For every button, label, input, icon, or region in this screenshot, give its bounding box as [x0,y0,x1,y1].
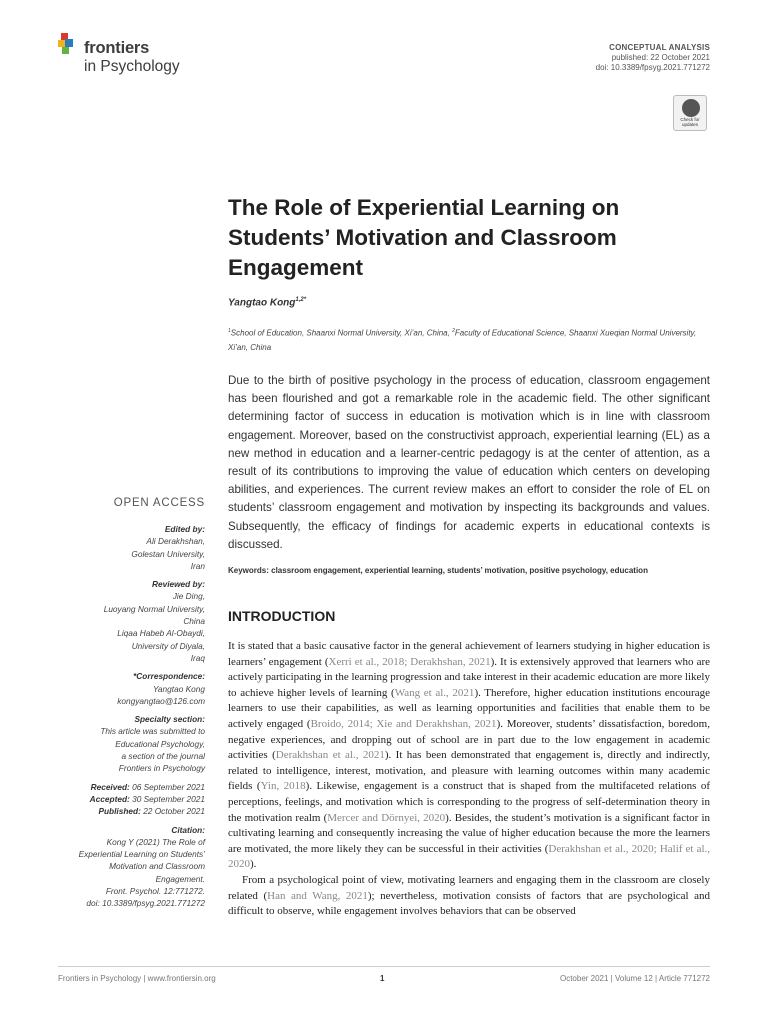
article-type: CONCEPTUAL ANALYSIS [609,43,710,52]
specialty-line: Educational Psychology, [115,738,205,749]
text-run: ). [250,858,257,871]
citation-link[interactable]: Wang et al., 2021 [394,686,475,699]
open-access-label: OPEN ACCESS [113,497,205,509]
text-run: From a psychological point of view, motivating learners and engaging them in the classroom are closely related ( [228,873,710,902]
citation-link[interactable]: Mercer and Dörnyei, 2020 [327,811,446,824]
received-value: 06 September 2021 [132,781,205,792]
reviewer-line: China [183,616,205,627]
published-label: Published: [98,806,141,817]
journal-name-line2: in Psychology [84,58,180,75]
author-superscript: 1,2* [295,297,307,303]
footer-divider [58,966,710,967]
affil-sup-2: 2 [452,328,455,334]
correspondence-name: Yangtao Kong [153,683,205,694]
citation-link[interactable]: Han and Wang, 2021 [267,889,368,902]
citation-line: doi: 10.3389/fpsyg.2021.771272 [86,898,205,909]
edited-by-label: Edited by: [164,524,205,534]
text-run: ); nevertheless, motivation consists of factors that are psychological and difficult to observe, while engagement involves behaviors that can be observed [228,889,710,918]
author-text: Yangtao Kong [228,297,296,309]
citation-link[interactable]: Broido, 2014; Xie and Derakhshan, 2021 [310,717,497,730]
article-meta [596,43,710,73]
specialty-line: a section of the journal [121,751,205,762]
accepted-date [35,793,205,805]
reviewer-line: Luoyang Normal University, [103,603,205,614]
citation-link[interactable]: Derakhshan et al., 2021 [275,749,385,762]
received-label: Received: [90,781,130,792]
reviewed-by-label: Reviewed by: [151,579,205,590]
specialty-line: This article was submitted to [100,726,205,737]
reviewer-line: Liqaa Habeb Al-Obaydi, [117,628,205,639]
check-for-updates-badge[interactable] [673,95,707,131]
text-run: It is stated that a basic causative factor in the general achievement of learners studying in higher education is learners’ engagement ( [228,640,710,668]
accepted-label: Accepted: [89,793,130,804]
journal-logo [58,33,208,83]
citation-line: Engagement. [155,873,205,884]
reviewer-line: Iraq [190,652,205,663]
author-name [228,297,306,308]
correspondence-label: *Correspondence: [133,671,205,682]
correspondence-email[interactable]: kongyangtao@126.com [117,695,205,706]
published-sidebar-date [35,805,205,817]
footer-journal-link[interactable]: Frontiers in Psychology | www.frontiersin.org [58,974,216,983]
citation-link[interactable]: Xerri et al., 2018; Derakhshan, 2021 [328,655,491,668]
specialty-line: Frontiers in Psychology [118,763,205,774]
citation-link[interactable]: Yin, 2018 [260,780,306,793]
reviewer-line: Jie Ding, [172,591,205,602]
body-text [228,639,710,920]
accepted-value: 30 September 2021 [132,793,205,804]
published-date: published: 22 October 2021 [611,53,710,62]
paragraph-1 [228,639,710,873]
affiliation-1: School of Education, Shaanxi Normal University, Xi’an, China, [230,328,450,338]
citation-line: Motivation and Classroom [109,861,205,872]
keywords: Keywords: classroom engagement, experiential learning, students’ motivation, positive psychology, education [228,566,648,575]
specialty-label: Specialty section: [134,714,205,725]
article-info-sidebar [35,523,205,910]
badge-label: Check for updates [680,117,700,127]
citation-line: Front. Psychol. 12:771272. [105,886,205,897]
check-updates-icon [682,99,700,117]
citation-line: Experiential Learning on Students’ [78,849,205,860]
received-date [35,781,205,793]
citation-line: Kong Y (2021) The Role of [106,836,205,847]
frontiers-logo-icon [58,33,80,59]
text-run: ). Therefore, higher education institutions encourage learners to use their capabilities, as well as learning opportunities and facilities that enable them to be actively engaged ( [228,686,710,730]
affil-sup-1: 1 [228,328,231,334]
text-run: ). Likewise, engagement is a construct that is shaped from the multifaceted relations of perceptions, feelings, and motivation which is corresponding to the progress of self-determination theory in the motivation realm ( [228,780,710,824]
page-number: 1 [380,974,385,983]
abstract: Due to the birth of positive psychology in the process of education, classroom engagement has been flourished and got a remarkable role in the academic field. The other significant determining factor of success in education is motivation which is in line with classroom engagement. Moreover, based on the constructivist approach, experiential learning (EL) as a new method in education and a learner-centric pedagogy is at the center of attention, as a result of its contributions to improving the value of education which centers on developing abilities, and experiences. The current review makes an effort to consider the role of EL on students’ classroom engagement and motivation by inspecting its backgrounds and values. Subsequently, the efficacy of findings for academic experts in educational contexts is discussed. [228,374,710,551]
footer-issue-info: October 2021 | Volume 12 | Article 771272 [559,974,710,983]
editor-country: Iran [190,560,205,571]
text-run: ). Besides, the student’s motivation is a significant factor in cultivating learning and consequently increasing the value of higher education because the more the learners are motivated, the more likely they can be successful in their activities ( [228,811,711,855]
editor-name: Ali Derakhshan, [146,536,205,547]
text-run: ). Moreover, students’ dissatisfaction, boredom, negative experiences, and dropping out of school are in part due to the low engagement in academic activities ( [228,717,710,762]
affiliation-2: Faculty of Educational Science, Shaanxi Xueqian Normal University, Xi’an, China [228,328,697,352]
citation-label: Citation: [171,824,205,835]
affiliations [228,324,698,355]
published-value: 22 October 2021 [143,806,205,817]
article-title: The Role of Experiential Learning on Students’ Motivation and Classroom Engagement [228,195,620,280]
text-run: ). It is extensively approved that learners who are actively participating in the learning progression and take interest in their academic education are more likely to achieve higher levels of learning ( [228,655,711,699]
reviewer-line: University of Diyala, [131,640,205,651]
section-heading: INTRODUCTION [228,608,336,624]
doi: doi: 10.3389/fpsyg.2021.771272 [595,63,710,72]
editor-affiliation: Golestan University, [131,548,205,559]
citation-link[interactable]: Derakhshan et al., 2020; Halif et al., 2020 [228,842,711,871]
journal-name-line1: frontiers [84,39,150,57]
paragraph-2 [228,873,710,920]
text-run: ). It has been demonstrated that engagement is, directly and indirectly, related to intelligence, interest, motivation, and pleasure with learning outcomes within many academic fields ( [228,749,710,793]
